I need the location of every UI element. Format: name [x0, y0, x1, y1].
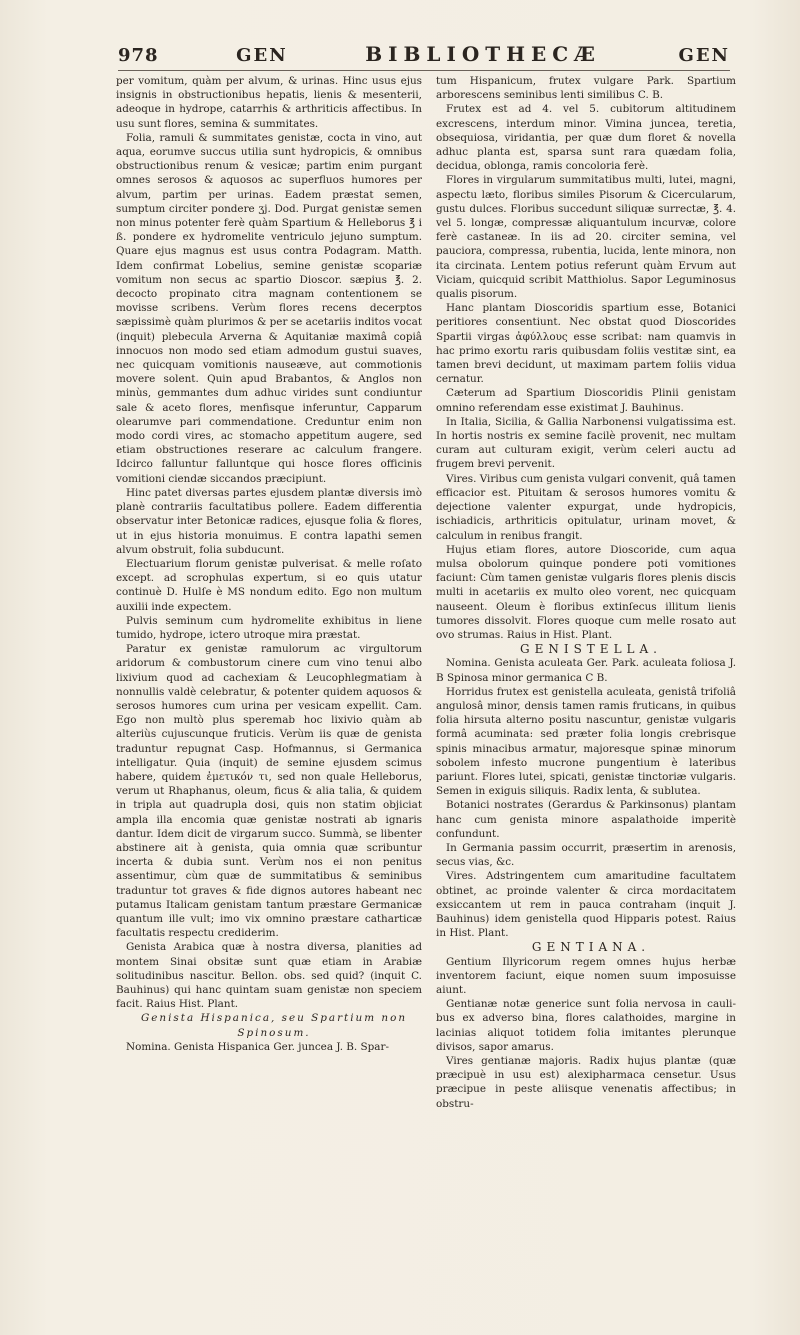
- paragraph: Cæterum ad Spartium Dioscoridis Plinii genistam omnino referendam esse existimat J. Bauhinus.: [436, 387, 736, 414]
- header-title: BIBLIOTHECÆ: [365, 42, 601, 66]
- paragraph: Paratur ex genistæ ramulorum ac virgultorum aridorum & combustorum cinere cum vino tenui albo lixivium quod ad cachexiam & Leucophlegmatiam à nonnullis valdè celebratur, & potenter quidem aquosos & serosos humores cum urina per vesicam expellit. Cam. Ego non multò plus speremab hoc lixivio quàm ab alteriùs cujuscunque fruticis. Verùm iis quæ de genista traduntur repugnat Casp. Hofmannus, si Germanica intelligatur. Quia (inquit) de semine ejusdem scimus habere, quidem ἐμετικόν τι, sed non quale Helleborus, verum ut Rhaphanus, oleum, ficus & alia talia, & quidem in tripla aut quadrupla dosi, quis non statim objiciat ampla illa encomia quæ genistæ nostrati ab ignaris dantur. Idem dicit de virgarum succo. Summà, se libenter abstinere ait à genista, quia omnia quæ scribuntur incerta & dubia sunt. Verùm nos ei non penitus assentimur, cùm quæ de summitatibus & seminibus traduntur tot graves & fide dignos autores habeant nec putamus Italicam genistam tantum præstare Germanicæ quantum ille vult; imo vix omnino præstare catharticæ facultatis respectu crediderim.: [116, 643, 422, 940]
- paragraph: In Germania passim occurrit, præsertim in arenosis, secus vias, &c.: [436, 841, 736, 869]
- paragraph: Botanici nostrates (Gerardus & Parkinsonus) plantam hanc cum genista minore aspalathoide imperitè confundunt.: [436, 799, 736, 840]
- running-header: [118, 42, 730, 71]
- paragraph: Nomina. Genista Hispanica Ger. juncea J. B. Spar-: [126, 1040, 389, 1053]
- paragraph: Genista Arabica quæ à nostra diversa, planities ad montem Sinai obsitæ sunt quæ etiam in Arabiæ solitudinibus nascitur. Bellon. obs. sed quid? (inquit C. Bauhinus) qui hanc quintam suam genistæ non speciem facit. Raius Hist. Plant.: [116, 941, 422, 1011]
- paragraph: Nomina. Genista aculeata Ger. Park. aculeata foliosa J. B Spinosa minor germanica C B.: [436, 657, 736, 684]
- paragraph: Electuarium florum genistæ pulverisat. & melle roſato except. ad scrophulas expertum, si eo quis utatur continuè D. Hulſe è MS nondum edito. Ego non multum auxilii inde expectem.: [116, 557, 422, 613]
- section-heading-genistella: GENISTELLA.: [520, 642, 662, 657]
- header-left-word: GEN: [236, 45, 288, 66]
- page-number: 978: [118, 45, 159, 66]
- paragraph: Gentium Illyricorum regem omnes hujus herbæ inventorem faciunt, eique nomen suum imposuisse aiunt.: [436, 955, 736, 996]
- paragraph: per vomitum, quàm per alvum, & urinas. Hinc usus ejus insignis in obstructionibus hepatis, lienis & mesenterii, adeoque in hydrope, catarrhis & arthriticis affectibus. In usu sunt flores, semina & summitates.: [116, 75, 422, 130]
- paragraph: Hanc plantam Dioscoridis spartium esse, Botanici peritiores consentiunt. Nec obstat quod Dioscorides Spartii virgas ἀφύλλους esse scribat: nam quamvis in hac primo exortu raris quibusdam foliis vestitæ sint, ea tamen brevi decidunt, ut maximam partem foliis vidua cernatur.: [436, 302, 736, 386]
- paragraph: Vires gentianæ majoris. Radix hujus plantæ (quæ præcipuè in usu est) alexipharmaca censetur. Usus præcipue in peste aliisque venenatis affectibus; in obstru-: [436, 1055, 736, 1110]
- paragraph: Vires. Adstringentem cum amaritudine facultatem obtinet, ac proinde valenter & circa mordacitatem exsiccantem ut rem in pauca contraham (inquit J. Bauhinus) idem genistella quod Hipparis potest. Raius in Hist. Plant.: [436, 870, 736, 940]
- section-heading: Genista Hispanica, seu Spartium non: [140, 1012, 408, 1025]
- paragraph: tum Hispanicum, frutex vulgare Park. Spartium arborescens seminibus lenti similibus C. B.: [436, 75, 736, 102]
- paragraph: Hinc patet diversas partes ejusdem plantæ diversis imò planè contrariis facultatibus pollere. Eadem differentia observatur inter Betonicæ radices, ejusque folia & flores, ut in ejus historia monuimus. E contra lapathi semen alvum obstruit, folia subducunt.: [116, 486, 422, 556]
- paragraph: Gentianæ notæ generice sunt folia nervosa in cauli- bus ex adverso bina, flores calathoides, margine in lacinias aliquot totidem folia imitantes plerunque divisos, sapor amarus.: [436, 998, 736, 1053]
- paragraph: Folia, ramuli & summitates genistæ, cocta in vino, aut aqua, eorumve succus utilia sunt hydropicis, & omnibus obstructionibus renum & vesicæ; partim enim purgant omnes serosos & aquosos ac superfluos humores per alvum, partim per urinas. Eadem præstat semen, sumptum circiter pondere ʒj. Dod. Purgat genistæ semen non minus potenter ferè quàm Spartium & Helleborus ℥ i ß. pondere ex hydromelite ventriculo jejuno sumptum. Quare ejus magnus est usus contra Podagram. Matth. Idem confirmat Lobelius, semine genistæ scopariæ vomitum non secus ac spartio Dioscor. sæpius ℥. 2. decocto propinato citra magnam contentionem se movisse scribens. Verùm flores recens decerptos sæpissimè quàm plurimos & per se acetariis inditos vocat (inquit) plebecula Arverna & Aquitaniæ maximâ copiâ innocuos non modo sed etiam admodum gustui suaves, nec quicquam vomitionis nauseæve, aut commotionis movere solent. Quin apud Brabantos, & Anglos non minùs, gemmantes dum adhuc virides sunt condiuntur sale & aceto flores, menfisque inferuntur, Capparum olearumve pari commendatione. Creduntur enim non modo cordi vires, ac stomacho appetitum augere, sed etiam obstructiones reserare ac calculum frangere. Idcirco falluntur falluntque qui hosce flores officinis vomitioni ciendæ siccandos præcipiunt.: [116, 131, 422, 485]
- header-right-word: GEN: [678, 45, 730, 66]
- paragraph: Horridus frutex est genistella aculeata, genistâ trifoliâ angulosâ minor, densis tamen ramis fruticans, in quibus folia hirsuta alterno positu nascuntur, genistæ vulgaris formâ acuminata: sed præter folia longis crebrisque spinis minacibus armatur, majoresque spinæ minorum sobolem infesto mucrone pungentium è lateribus pariunt. Flores lutei, spicati, genistæ tinctoriæ vulgaris. Semen in exiguis siliquis. Radix lenta, & sublutea.: [436, 685, 736, 798]
- paragraph: Vires. Viribus cum genista vulgari convenit, quâ tamen efficacior est. Pituitam & serosos humores vomitu & dejectione valenter expurgat, unde hydropicis, ischiadicis, arthriticis opitulatur, urinam movet, & calculum in renibus frangit.: [436, 472, 736, 542]
- section-subheading: Spinosum.: [237, 1026, 311, 1039]
- paragraph: Flores in virgularum summitatibus multi, lutei, magni, aspectu læto, floribus similes Pisorum & Cicercularum, gustu dulces. Floribus succedunt siliquæ surrectæ, ℥. 4. vel 5. longæ, compressæ aliquantulum incurvæ, colore ferè castaneæ. In iis ad 20. circiter semina, vel pauciora, compressa, rubentia, lucida, lente minora, non ita circinata. Lentem potius referunt quàm Ervum aut Viciam, quicquid scribit Matthiolus. Sapor Leguminosus qualis pisorum.: [436, 174, 736, 301]
- section-heading-gentiana: GENTIANA.: [531, 940, 651, 955]
- right-column: [436, 74, 736, 1111]
- paragraph: Hujus etiam flores, autore Dioscoride, cum aqua mulsa obolorum quinque pondere poti vomitiones faciunt: Cùm tamen genistæ vulgaris flores plenis discis multi in acetariis ex multo oleo vorent, nec quicquam nauseent. Oleum è floribus extinſecus illitum lienis tumores dissolvit. Flores quoque cum melle rosato aut ovo strumas. Raius in Hist. Plant.: [436, 543, 736, 641]
- left-column: [116, 74, 422, 1054]
- paragraph: Pulvis seminum cum hydromelite exhibitus in liene tumido, hydrope, ictero utroque mira præstat.: [116, 614, 422, 641]
- paragraph: Frutex est ad 4. vel 5. cubitorum altitudinem excrescens, interdum minor. Vimina juncea, teretia, obsequiosa, viridantia, per quæ dum floret & novella adhuc planta est, sparsa sunt rara quædam folia, decidua, oblonga, ramis concoloria ferè.: [436, 103, 736, 173]
- paragraph: In Italia, Sicilia, & Gallia Narbonensi vulgatissima est. In hortis nostris ex semine facilè provenit, nec multam curam aut culturam exigit, verùm celeri auctu ad frugem brevi pervenit.: [436, 415, 736, 471]
